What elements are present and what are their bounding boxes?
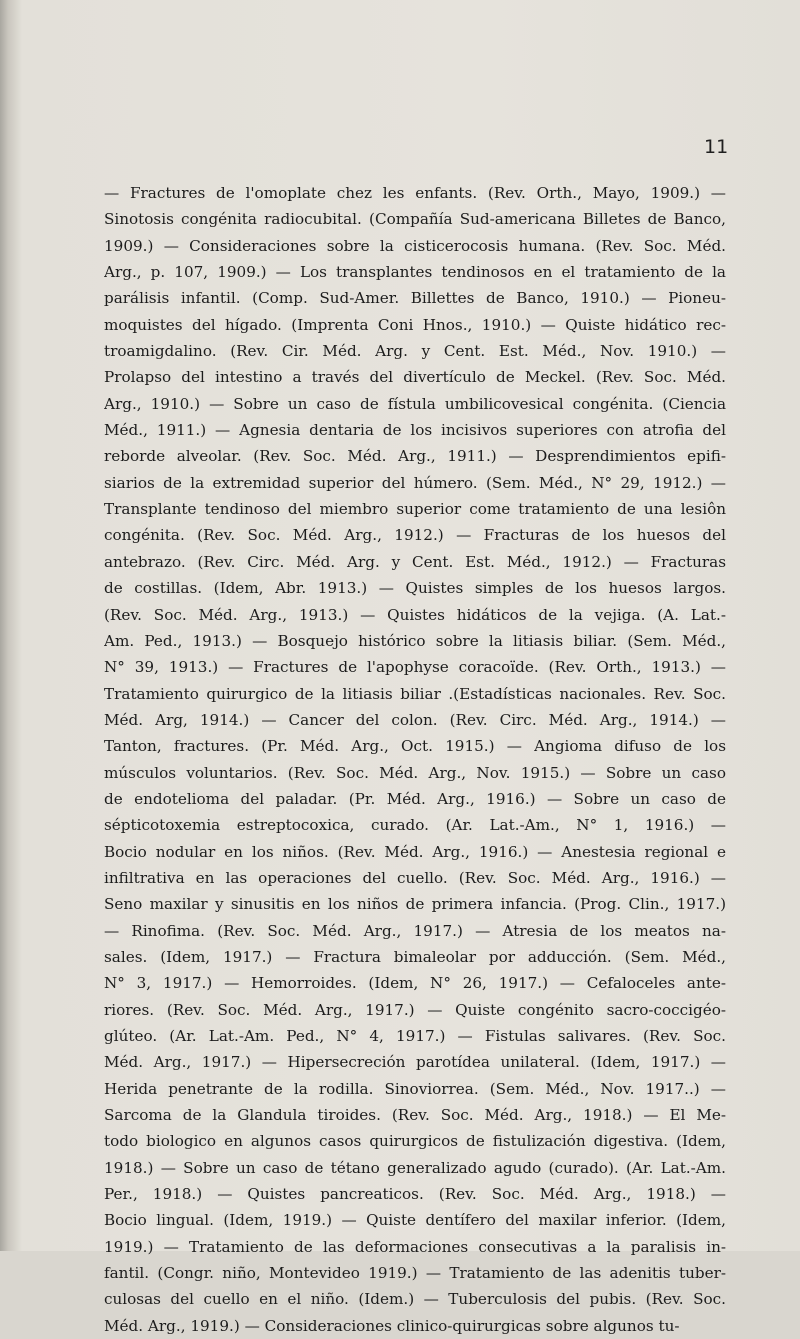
text-line: moquistes del hígado. (Imprenta Coni Hnos., 1910.) — Quiste hidático rec- <box>104 315 726 334</box>
text-line: — Rinofima. (Rev. Soc. Méd. Arg., 1917.) — Atresia de los meatos na- <box>104 921 726 940</box>
text-line: sépticotoxemia estreptocoxica, curado. (Ar. Lat.-Am., N° 1, 1916.) — <box>104 816 726 835</box>
text-line: de costillas. (Idem, Abr. 1913.) — Quistes simples de los huesos largos. <box>104 579 726 598</box>
text-line: Arg., p. 107, 1909.) — Los transplantes tendinosos en el tratamiento de la <box>104 263 726 282</box>
text-line: 1919.) — Tratamiento de las deformaciones consecutivas a la paralisis in- <box>104 1237 726 1256</box>
text-line: Méd., 1911.) — Agnesia dentaria de los incisivos superiores con atrofia del <box>104 421 726 440</box>
text-line: Herida penetrante de la rodilla. Sinoviorrea. (Sem. Méd., Nov. 1917..) — <box>104 1079 726 1098</box>
text-line: Méd. Arg, 1914.) — Cancer del colon. (Rev. Circ. Méd. Arg., 1914.) — <box>104 710 726 729</box>
text-line: parálisis infantil. (Comp. Sud-Amer. Billettes de Banco, 1910.) — Pioneu- <box>104 289 726 308</box>
text-line: Am. Ped., 1913.) — Bosquejo histórico sobre la litiasis biliar. (Sem. Méd., <box>104 631 726 650</box>
text-line: todo biologico en algunos casos quirurgicos de fistulización digestiva. (Idem, <box>104 1132 726 1151</box>
text-line: infiltrativa en las operaciones del cuello. (Rev. Soc. Méd. Arg., 1916.) — <box>104 868 726 887</box>
text-line: Tanton, fractures. (Pr. Méd. Arg., Oct. 1915.) — Angioma difuso de los <box>104 737 726 756</box>
text-line: 1909.) — Consideraciones sobre la cisticerocosis humana. (Rev. Soc. Méd. <box>104 236 726 255</box>
text-line: Arg., 1910.) — Sobre un caso de fístula umbilicovesical congénita. (Ciencia <box>104 394 726 413</box>
bibliography-text <box>104 180 726 1339</box>
text-line: fantil. (Congr. niño, Montevideo 1919.) — Tratamiento de las adenitis tuber- <box>104 1264 726 1283</box>
text-line: siarios de la extremidad superior del húmero. (Sem. Méd., N° 29, 1912.) — <box>104 473 726 492</box>
text-line: músculos voluntarios. (Rev. Soc. Méd. Arg., Nov. 1915.) — Sobre un caso <box>104 763 726 782</box>
text-line: Per., 1918.) — Quistes pancreaticos. (Rev. Soc. Méd. Arg., 1918.) — <box>104 1185 726 1204</box>
text-line: N° 3, 1917.) — Hemorroides. (Idem, N° 26, 1917.) — Cefaloceles ante- <box>104 974 726 993</box>
text-line: Bocio lingual. (Idem, 1919.) — Quiste dentífero del maxilar inferior. (Idem, <box>104 1211 726 1230</box>
text-line: de endotelioma del paladar. (Pr. Méd. Arg., 1916.) — Sobre un caso de <box>104 789 726 808</box>
text-line: — Fractures de l'omoplate chez les enfants. (Rev. Orth., Mayo, 1909.) — <box>104 184 726 202</box>
text-line: antebrazo. (Rev. Circ. Méd. Arg. y Cent. Est. Méd., 1912.) — Fracturas <box>104 552 726 571</box>
text-line: Sarcoma de la Glandula tiroides. (Rev. Soc. Méd. Arg., 1918.) — El Me- <box>104 1106 726 1125</box>
text-line: reborde alveolar. (Rev. Soc. Méd. Arg., 1911.) — Desprendimientos epifi- <box>104 447 726 466</box>
text-line: Bocio nodular en los niños. (Rev. Méd. Arg., 1916.) — Anestesia regional e <box>104 842 726 861</box>
text-line: Sinotosis congénita radiocubital. (Compañía Sud-americana Billetes de Banco, <box>104 210 726 229</box>
text-line: Seno maxilar y sinusitis en los niños de primera infancia. (Prog. Clin., 1917.) <box>104 895 726 914</box>
text-line: Méd. Arg., 1917.) — Hipersecreción parotídea unilateral. (Idem, 1917.) — <box>104 1053 726 1072</box>
text-line: 1918.) — Sobre un caso de tétano generalizado agudo (curado). (Ar. Lat.-Am. <box>104 1158 726 1177</box>
page-number: 11 <box>704 136 729 158</box>
text-line: glúteo. (Ar. Lat.-Am. Ped., N° 4, 1917.) — Fistulas salivares. (Rev. Soc. <box>104 1027 726 1045</box>
text-line: culosas del cuello en el niño. (Idem.) — Tuberculosis del pubis. (Rev. Soc. <box>104 1290 726 1309</box>
text-line: (Rev. Soc. Méd. Arg., 1913.) — Quistes hidáticos de la vejiga. (A. Lat.- <box>104 605 726 624</box>
text-line: troamigdalino. (Rev. Cir. Méd. Arg. y Cent. Est. Méd., Nov. 1910.) — <box>104 342 726 361</box>
text-line: Tratamiento quirurgico de la litiasis biliar .(Estadísticas nacionales. Rev. Soc. <box>104 684 726 703</box>
text-line: N° 39, 1913.) — Fractures de l'apophyse coracoïde. (Rev. Orth., 1913.) — <box>104 658 726 677</box>
text-line: Transplante tendinoso del miembro superior come tratamiento de una lesiôn <box>104 500 726 519</box>
text-line: Méd. Arg., 1919.) — Consideraciones clinico-quirurgicas sobre algunos tu- <box>104 1316 680 1335</box>
text-line: riores. (Rev. Soc. Méd. Arg., 1917.) — Quiste congénito sacro-coccigéo- <box>104 1000 726 1019</box>
text-line: Prolapso del intestino a través del divertículo de Meckel. (Rev. Soc. Méd. <box>104 368 726 387</box>
text-line: sales. (Idem, 1917.) — Fractura bimaleolar por adducción. (Sem. Méd., <box>104 947 726 966</box>
text-line: congénita. (Rev. Soc. Méd. Arg., 1912.) — Fracturas de los huesos del <box>104 526 726 545</box>
